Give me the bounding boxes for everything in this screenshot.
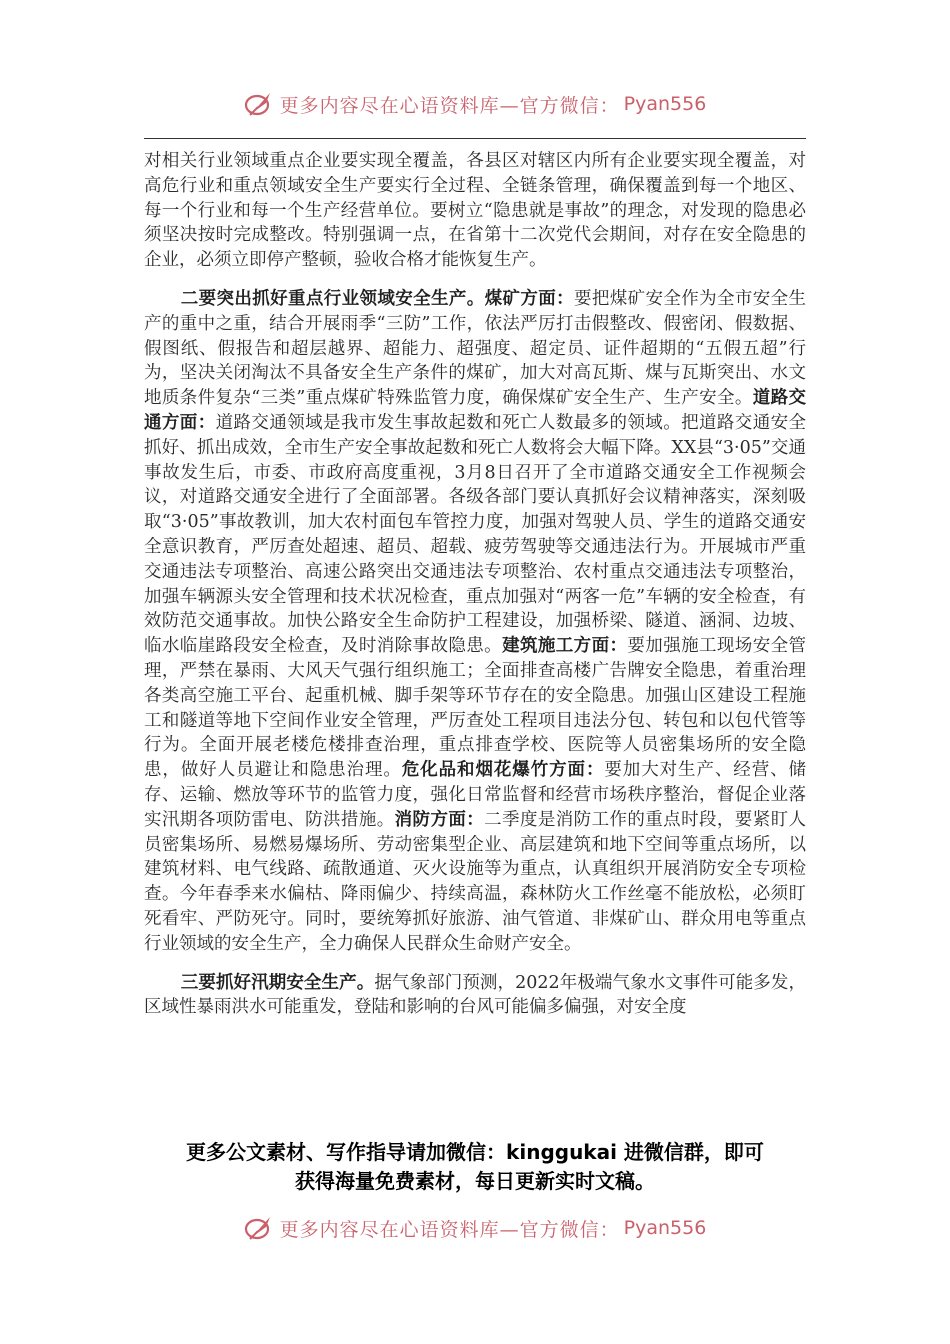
document-body xyxy=(144,149,806,1034)
construction-text: 要加强施工现场安全管理，严禁在暴雨、大风天气强行组织施工；全面排查高楼广告牌安全隐患，着重治理各类高空施工平台、起重机械、脚手架等环节存在的安全隐患。加强山区建设工程施工和隧道等地下空间作业安全管理，严厉查处工程项目违法分包、转包和以包代管等行为。全面开展老楼危楼排查治理，重点排查学校、医院等人员密集场所的安全隐患，做好人员避让和隐患治理。 xyxy=(144,636,807,781)
coal-text: 要把煤矿安全作为全市安全生产的重中之重，结合开展雨季“三防”工作，依法严厉打击假整改、假密闭、假数据、假图纸、假报告和超层越界、超能力、超强度、超定员、证件超期的“五假五超”行为，坚决关闭淘汰不具备安全生产条件的煤矿，加大对高瓦斯、煤与瓦斯突出、水文地质条件复杂“三类”重点煤矿特殊监管力度，确保煤矿安全生产、生产安全。 xyxy=(144,288,806,409)
coal-heading: 煤矿方面： xyxy=(484,288,574,309)
paragraph-1: 对相关行业领域重点企业要实现全覆盖，各县区对辖区内所有企业要实现全覆盖，对高危行业和重点领域安全生产要实行全过程、全链条管理，确保覆盖到每一个地区、每一个行业和每一个生产经营单位。要树立“隐患就是事故”的理念，对发现的隐患必须坚决按时完成整改。特别强调一点，在省第十二次党代会期间，对存在安全隐患的企业，必须立即停产整顿，验收合格才能恢复生产。 xyxy=(144,151,806,271)
road-heading: 道路交通方面： xyxy=(144,388,807,433)
section-2-heading: 二要突出抓好重点行业领域安全生产。 xyxy=(180,288,485,309)
header-banner-text: 更多内容尽在心语资料库—官方微信： xyxy=(279,94,620,117)
promo-line-2: 获得海量免费素材，每日更新实时文稿。 xyxy=(295,1169,655,1193)
header-banner-wechat-id: Pyan556 xyxy=(623,93,707,115)
section-3-text: 据气象部门预测，2022年极端气象水文事件可能多发，区域性暴雨洪水可能重发，登陆和影响的台风可能偏多偏强，对安全度 xyxy=(144,972,806,1018)
paragraph-3 xyxy=(144,971,806,1021)
paragraph-2 xyxy=(144,287,806,957)
footer-banner-wechat-id: Pyan556 xyxy=(623,1217,707,1239)
quill-logo-icon xyxy=(244,1213,274,1243)
header-banner xyxy=(0,86,950,122)
promo-line-1: 更多公文素材、写作指导请加微信：kinggukai 进微信群，即可 xyxy=(186,1140,764,1164)
footer-banner-text: 更多内容尽在心语资料库—官方微信： xyxy=(279,1218,620,1241)
road-text: 道路交通领域是我市发生事故起数和死亡人数最多的领域。把道路交通安全抓好、抓出成效，全市生产安全事故起数和死亡人数将会大幅下降。XX县“3·05”交通事故发生后，市委、市政府高度重视，3月8日召开了全市道路交通安全工作视频会议，对道路交通安全进行了全面部署。各级各部门要认真抓好会议精神落实，深刻吸取“3·05”事故教训，加大农村面包车管控力度，加强对驾驶人员、学生的道路交通安全意识教育，严厉查处超速、超员、超载、疲劳驾驶等交通违法行为。开展城市严重交通违法专项整治、高速公路突出交通违法专项整治、农村重点交通违法专项整治，加强车辆源头安全管理和技术状况检查，重点加强对“两客一危”车辆的安全检查，有效防范交通事故。加快公路安全生命防护工程建设，加强桥梁、隧道、涵洞、边坡、临水临崖路段安全检查，及时消除事故隐患。 xyxy=(144,412,807,657)
quill-logo-icon xyxy=(244,89,274,119)
fire-text: 二季度是消防工作的重点时段，要紧盯人员密集场所、易燃易爆场所、劳动密集型企业、高层建筑和地下空间等重点场所，以建筑材料、电气线路、疏散通道、灭火设施等为重点，认真组织开展消防安全专项检查。今年春季来水偏枯、降雨偏少、持续高温，森林防火工作丝毫不能放松，必须盯死看牢、严防死守。同时，要统筹抓好旅游、油气管道、非煤矿山、群众用电等重点行业领域的安全生产，全力确保人民群众生命财产安全。 xyxy=(144,809,807,954)
header-divider xyxy=(144,138,806,139)
section-3-heading: 三要抓好汛期安全生产。 xyxy=(180,972,375,993)
construction-heading: 建筑施工方面： xyxy=(502,636,628,657)
fire-heading: 消防方面： xyxy=(394,809,485,830)
hazchem-text: 要加大对生产、经营、储存、运输、燃放等环节的监管力度，强化日常监督和经营市场秩序整治，督促企业落实汛期各项防雷电、防洪措施。 xyxy=(144,760,807,830)
footer-banner xyxy=(0,1210,950,1246)
promo-notice xyxy=(150,1138,800,1196)
hazchem-heading: 危化品和烟花爆竹方面： xyxy=(401,760,605,781)
